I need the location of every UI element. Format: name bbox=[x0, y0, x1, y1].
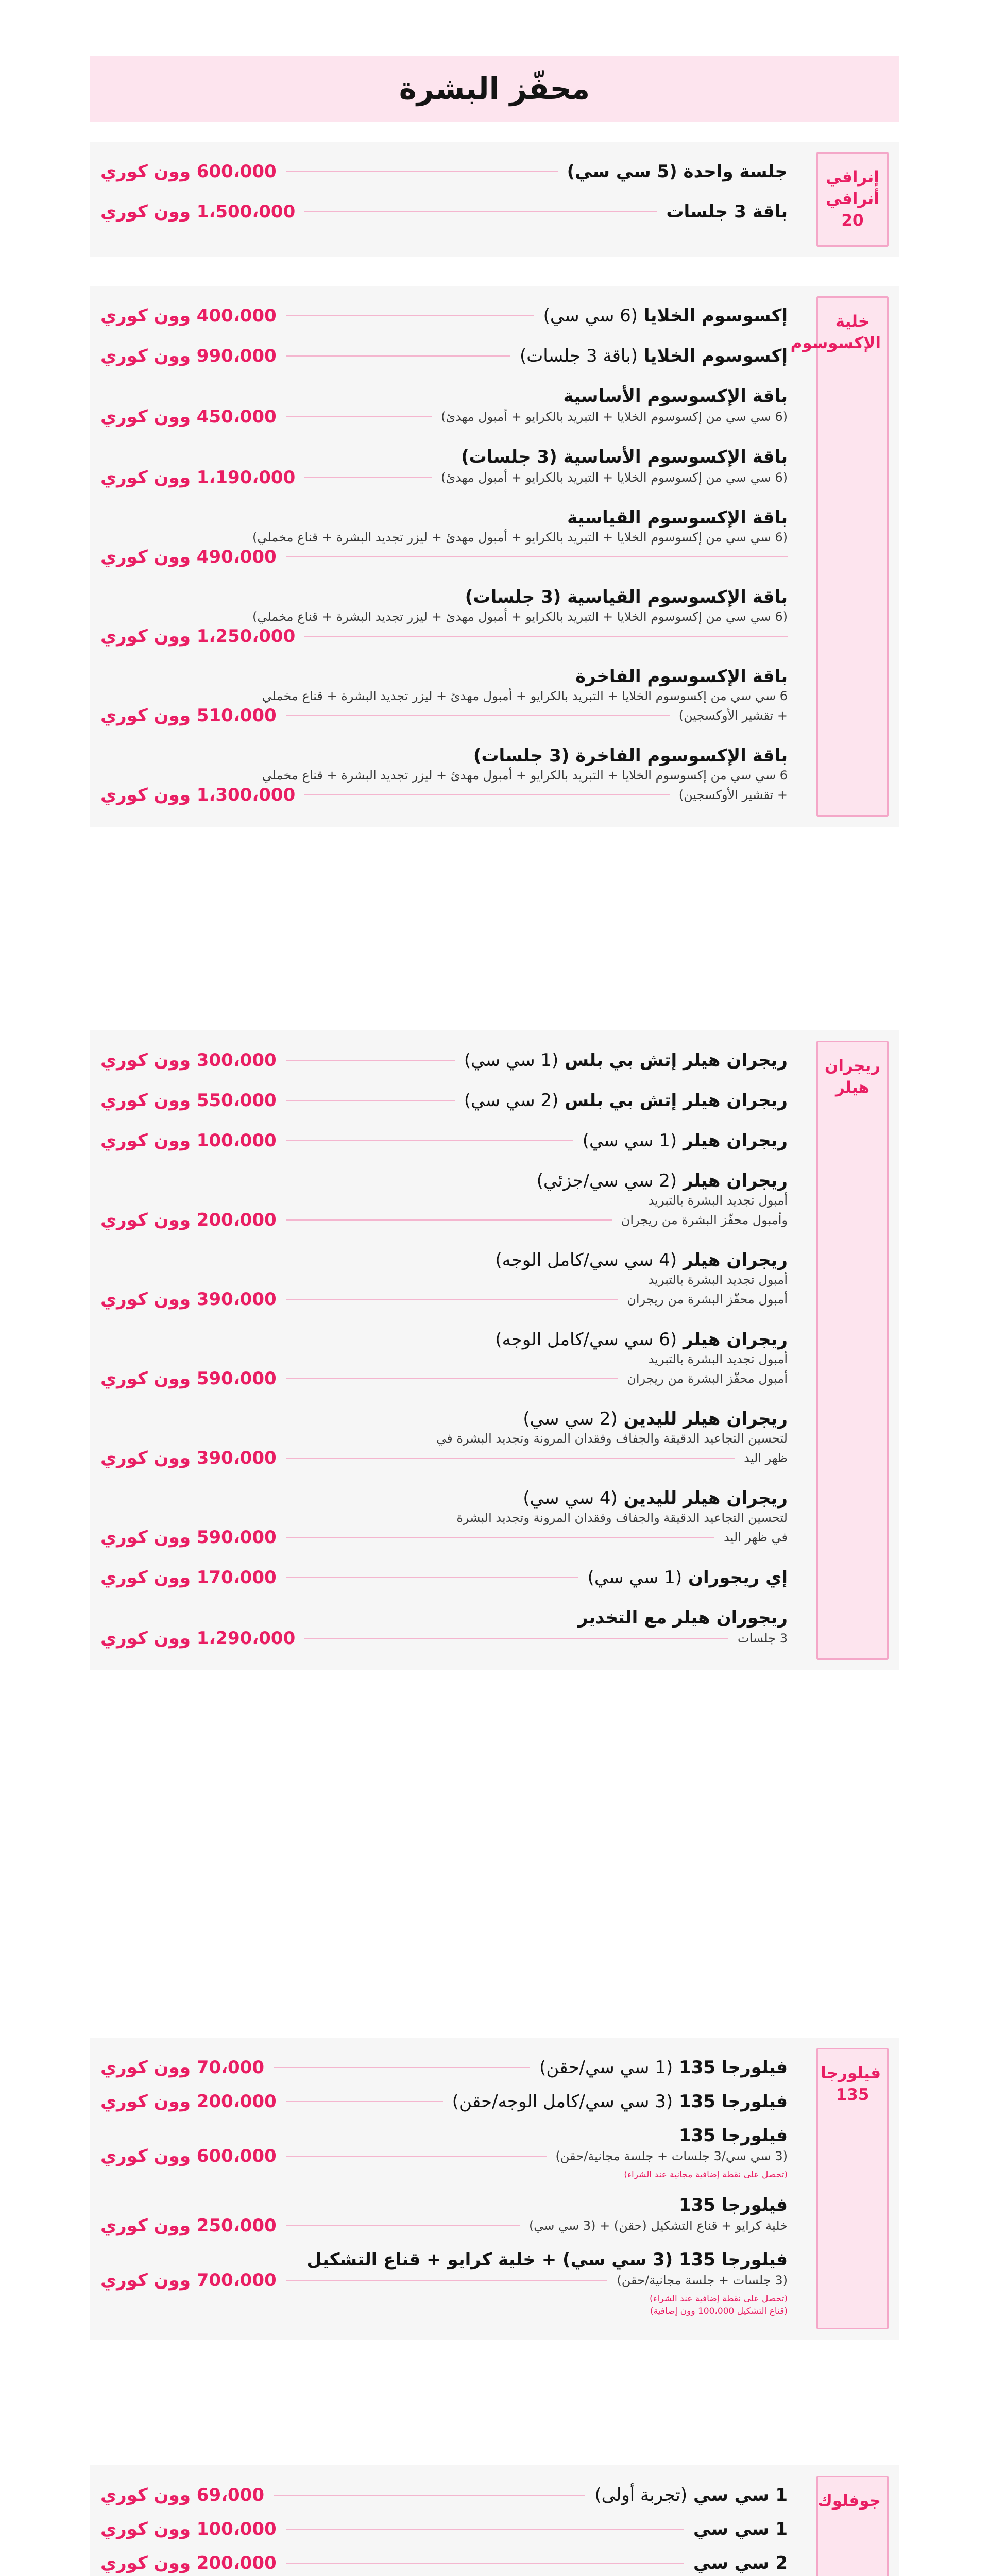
section-rejuran bbox=[90, 1030, 899, 1670]
menu-item: باقة 3 جلسات 1،500،000 وون كوري bbox=[100, 201, 788, 222]
menu-item: ريجران هيلر إتش بي بلس (1 سي سي) 300،000 وون كوري bbox=[100, 1050, 788, 1071]
menu-item: ريجران هيلر (2 سي سي/جزئي) أمبول تجديد البشرة بالتبريد وأمبول محفّز البشرة من ريجران 200،000 وون كوري bbox=[100, 1171, 788, 1230]
section-label: فيلورجا 135 bbox=[816, 2048, 889, 2329]
menu-item: ريجران هيلر (6 سي سي/كامل الوجه) أمبول تجديد البشرة بالتبريد أمبول محفّز البشرة من ريجران 590،000 وون كوري bbox=[100, 1329, 788, 1389]
menu-item: ريجران هيلر (4 سي سي/كامل الوجه) أمبول تجديد البشرة بالتبريد أمبول محفّز البشرة من ريجران 390،000 وون كوري bbox=[100, 1250, 788, 1310]
skin-booster-block bbox=[90, 56, 899, 122]
menu-item: ريجران هيلر لليدين (4 سي سي) لتحسين التجاعيد الدقيقة والجفاف وفقدان المرونة وتجديد البشرة في ظهر اليد 590،000 وون كوري bbox=[100, 1488, 788, 1548]
section-filorga bbox=[90, 2038, 899, 2340]
menu-item: 1 سي سي 100،000 وون كوري bbox=[100, 2519, 788, 2539]
menu-item: فيلورجا 135 (3 سي سي/3 جلسات + جلسة مجانية/حقن) 600،000 وون كوري (تحصل على نقطة إضافية مجانية عند الشراء) bbox=[100, 2125, 788, 2180]
section-enrafi bbox=[90, 142, 899, 257]
section-juvelook bbox=[90, 2465, 899, 2576]
menu-item: فيلورجا 135 (3 سي سي/كامل الوجه/حقن) 200،000 وون كوري bbox=[100, 2091, 788, 2112]
section-label: جوفلوك bbox=[816, 2476, 889, 2576]
menu-item: ريجوران هيلر مع التخدير 3 جلسات 1،290،000 وون كوري bbox=[100, 1607, 788, 1649]
menu-item: فيلورجا 135 (3 سي سي) + خلية كرايو + قناع التشكيل (3 جلسات + جلسة مجانية/حقن) 700،000 وون كوري (تحصل على نقطة إضافية عند الشراء) (قناع التشكيل 100،000 وون إضافية) bbox=[100, 2249, 788, 2317]
menu-item: باقة الإكسوسوم الفاخرة 6 سي سي من إكسوسوم الخلايا + التبريد بالكرايو + أمبول مهدئ + ليزر تجديد البشرة + قناع مخملي + تقشير الأوكسجين) 510،000 وون كوري bbox=[100, 666, 788, 726]
menu-item: باقة الإكسوسوم القياسية (6 سي سي من إكسوسوم الخلايا + التبريد بالكرايو + أمبول مهدئ + ليزر تجديد البشرة + قناع مخملي) 490،000 وون كوري bbox=[100, 507, 788, 567]
menu-item: باقة الإكسوسوم الأساسية (6 سي سي من إكسوسوم الخلايا + التبريد بالكرايو + أمبول مهدئ) 450،000 وون كوري bbox=[100, 386, 788, 427]
section-label: إنرافي أنرافي 20 bbox=[816, 152, 889, 247]
section-label: خلية الإكسوسوم bbox=[816, 296, 889, 817]
menu-item: ريجران هيلر إتش بي بلس (2 سي سي) 550،000 وون كوري bbox=[100, 1090, 788, 1111]
menu-item: جلسة واحدة (5 سي سي) 600،000 وون كوري bbox=[100, 161, 788, 182]
menu-item: باقة الإكسوسوم الفاخرة (3 جلسات) 6 سي سي من إكسوسوم الخلايا + التبريد بالكرايو + أمبول مهدئ + ليزر تجديد البشرة + قناع مخملي + تقشير الأوكسجين) 1،300،000 وون كوري bbox=[100, 745, 788, 805]
page-title: محفّز البشرة bbox=[399, 71, 590, 106]
skin-title-bar bbox=[90, 56, 899, 122]
menu-item: إي ريجوران (1 سي سي) 170،000 وون كوري bbox=[100, 1567, 788, 1588]
menu-item: 2 سي سي 200،000 وون كوري bbox=[100, 2553, 788, 2573]
menu-item: باقة الإكسوسوم الأساسية (3 جلسات) (6 سي سي من إكسوسوم الخلايا + التبريد بالكرايو + أمبول مهدئ) 1،190،000 وون كوري bbox=[100, 447, 788, 488]
menu-item: فيلورجا 135 خلية كرايو + قناع التشكيل (حقن) + (3 سي سي) 250،000 وون كوري bbox=[100, 2194, 788, 2236]
menu-item: إكسوسوم الخلايا (باقة 3 جلسات) 990،000 وون كوري bbox=[100, 346, 788, 366]
menu-item: إكسوسوم الخلايا (6 سي سي) 400،000 وون كوري bbox=[100, 306, 788, 326]
section-label: ريجران هيلر bbox=[816, 1041, 889, 1660]
menu-item: ريجران هيلر لليدين (2 سي سي) لتحسين التجاعيد الدقيقة والجفاف وفقدان المرونة وتجديد البشرة في ظهر اليد 390،000 وون كوري bbox=[100, 1409, 788, 1468]
menu-item: فيلورجا 135 (1 سي سي/حقن) 70،000 وون كوري bbox=[100, 2057, 788, 2078]
menu-item: 1 سي سي (تجربة أولى) 69،000 وون كوري bbox=[100, 2485, 788, 2505]
menu-item: ريجران هيلر (1 سي سي) 100،000 وون كوري bbox=[100, 1130, 788, 1151]
menu-item: باقة الإكسوسوم القياسية (3 جلسات) (6 سي سي من إكسوسوم الخلايا + التبريد بالكرايو + أمبول مهدئ + ليزر تجديد البشرة + قناع مخملي) 1،250،000 وون كوري bbox=[100, 587, 788, 647]
section-exosome bbox=[90, 286, 899, 827]
